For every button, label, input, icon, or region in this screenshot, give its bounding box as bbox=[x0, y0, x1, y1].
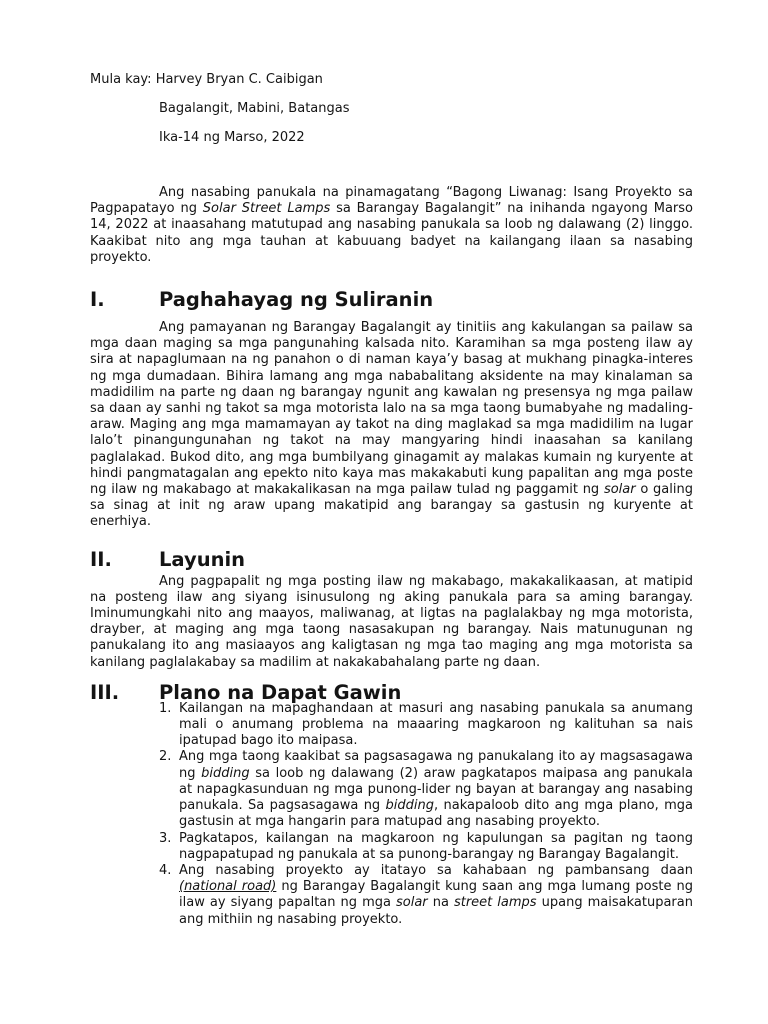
section-2-body: Ang pagpapalit ng mga posting ilaw ng makabago, makakalikaasan, at matipid na posteng ilaw ang siyang isinusulong ng aking panukala para sa aming barangay. Iminumungkahi nito ang maayos, maliwanag, at ligtas na paglalakbay ng mga motorista, drayber, at maging ang mga taong nasasakupan ng barangay. Nais matunugunan ng panukalang ito ang masiaayos ang kaligtasan ng mga tao maging ang mga motorista sa kanilang paglalakabay sa madilim at nakakabahalang parte ng daan. bbox=[90, 573, 693, 670]
date-line: Ika-14 ng Marso, 2022 bbox=[159, 130, 305, 145]
section-number: I. bbox=[90, 288, 105, 312]
emphasis-text: Solar Street Lamps bbox=[202, 201, 331, 217]
list-number: 3. bbox=[159, 830, 172, 846]
from-line: Mula kay: Harvey Bryan C. Caibigan bbox=[90, 72, 323, 87]
list-item bbox=[159, 701, 693, 750]
emphasis-text: solar bbox=[603, 482, 636, 498]
section-title: Paghahayag ng Suliranin bbox=[159, 288, 434, 312]
emphasis-text: street lamps bbox=[453, 895, 537, 911]
emphasis-text: bidding bbox=[201, 765, 250, 781]
section-title: Plano na Dapat Gawin bbox=[159, 680, 402, 704]
list-text: Ang nasabing proyekto ay itatayo sa kahabaan ng pambansang daan (national road) ng Barangay Bagalangit kung saan ang mga lumang poste ng ilaw ay siyang papaltan ng mga solar na street lamps upang maisakatuparan ang mithiin ng nasabing proyekto. bbox=[179, 862, 693, 927]
list-text: Ang mga taong kaakibat sa pagsasagawa ng panukalang ito ay magsasagawa ng bidding sa loob ng dalawang (2) araw pagkatapos maipasa ang panukala at napagkasunduan ng mga punong-lider ng bayan at barangay ang nasabing panukala. Sa pagsasagawa ng bidding, nakapaloob dito ang mga plano, mga gastusin at mga hangarin para matupad ang nasabing proyekto. bbox=[179, 749, 694, 830]
list-text: Kailangan na mapaghandaan at masuri ang nasabing panukala sa anumang mali o anumang problema na maaaring magkaroon ng kalituhan sa nais ipatupad bago ito maipasa. bbox=[179, 700, 693, 749]
list-number: 2. bbox=[159, 749, 172, 765]
section-heading-2 bbox=[90, 547, 693, 571]
emphasis-text: (national road) bbox=[179, 879, 277, 895]
section-number: III. bbox=[90, 680, 120, 704]
section-number: II. bbox=[90, 547, 112, 571]
intro-paragraph: Ang nasabing panukala na pinamagatang “Bagong Liwanag: Isang Proyekto sa Pagpapatayo ng Solar Street Lamps sa Barangay Bagalangit” na inihanda ngayong Marso 14, 2022 at inaasahang matutupad ang nasabing panukala sa loob ng dalawang (2) linggo. Kaakibat nito ang mga tauhan at kabuuang badyet na kailangang ilaan sa nasabing proyekto. bbox=[90, 185, 693, 265]
list-item bbox=[159, 831, 693, 863]
list-number: 4. bbox=[159, 862, 172, 878]
address-line: Bagalangit, Mabini, Batangas bbox=[159, 101, 350, 116]
letter-header bbox=[90, 72, 693, 146]
emphasis-text: solar bbox=[396, 895, 428, 911]
section-1-body: Ang pamayanan ng Barangay Bagalangit ay tinitiis ang kakulangan sa pailaw sa mga daan maging sa mga pangunahing kalsada nito. Karamihan sa mga posteng ilaw ay sira at napaglumaan na ng panahon o di naman kaya’y basag at mukhang pinagka-interes ng mga dumadaan. Bihira lamang ang mga nababalitang aksidente na may kinalaman sa madidilim na parte ng daan ng barangay ngunit ang kawalan ng presensya ng mga pailaw sa daan ay sanhi ng takot sa mga motorista lalo na sa mga taong bumabyahe ng madaling-araw. Maging ang mga mamamayan ay takot na ding maglakad sa mga madidilim na lugar lalo’t pinangungunahan ng takot na may mangyaring hindi inaasahan sa kanilang paglalakad. Bukod dito, ang mga bumbilyang ginagamit ay malakas kumain ng kuryente at hindi pangmatagalan ang epekto nito kaya mas makakabuti kung papalitan ang mga poste ng ilaw ng makabago at makakalikasan na mga pailaw tulad ng paggamit ng solar o galing sa sinag at init ng araw upang makatipid ang barangay sa gastusin ng kuryente at enerhiya. bbox=[90, 320, 693, 530]
section-title: Layunin bbox=[159, 547, 246, 571]
list-number: 1. bbox=[159, 700, 172, 716]
list-item bbox=[159, 863, 693, 928]
plan-list bbox=[159, 701, 693, 928]
list-item bbox=[159, 749, 693, 830]
section-heading-3 bbox=[90, 680, 693, 704]
list-text: Pagkatapos, kailangan na magkaroon ng kapulungan sa pagitan ng taong nagpapatupad ng panukala at sa punong-barangay ng Barangay Bagalangit. bbox=[179, 830, 693, 862]
emphasis-text: bidding bbox=[385, 798, 435, 814]
section-heading-1 bbox=[90, 288, 693, 312]
